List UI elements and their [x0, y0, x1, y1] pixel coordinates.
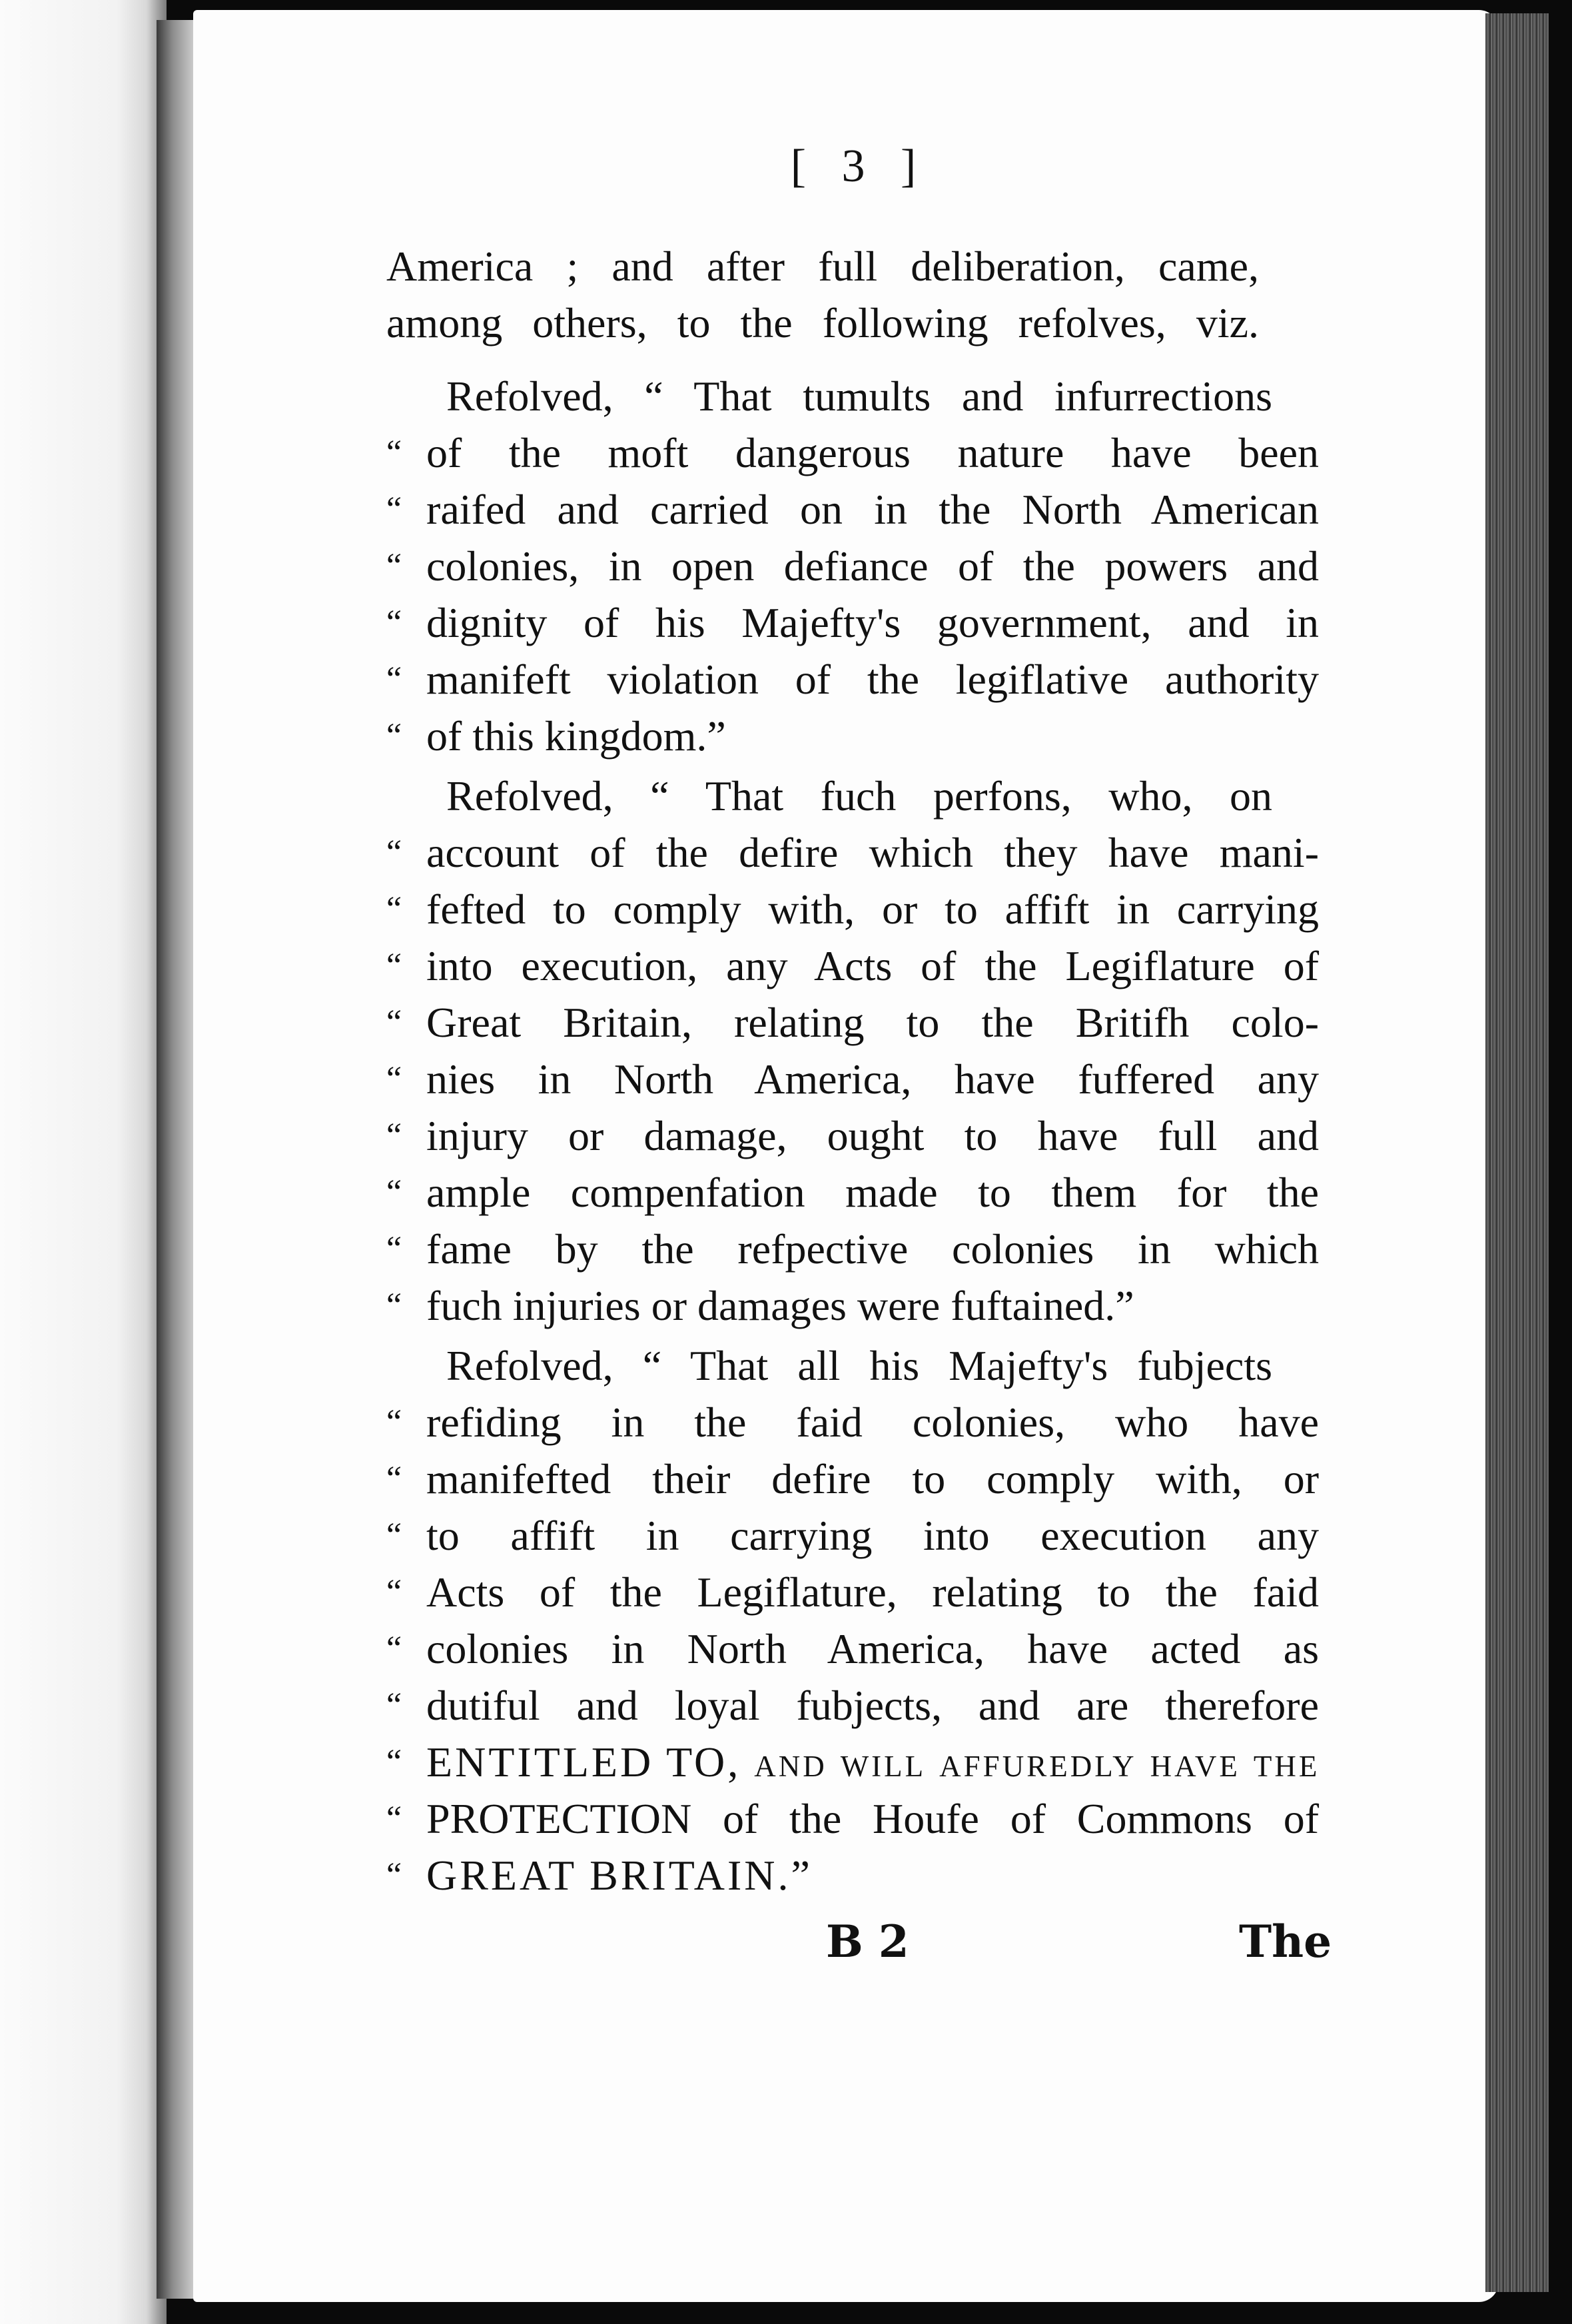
quoted-line: “ fuch injuries or damages were fuftained.”: [386, 1282, 1134, 1329]
quoted-line: “ manifeft violation of the legiflative authority: [386, 656, 1319, 703]
quoted-line: “ Acts of the Legiflature, relating to the faid: [386, 1568, 1319, 1616]
resolve-2-opening: Refolved, “ That fuch perfons, who, on: [446, 772, 1272, 820]
resolve-1-opening: Refolved, “ That tumults and infurrections: [446, 372, 1272, 420]
quoted-line: “ dutiful and loyal fubjects, and are therefore: [386, 1682, 1319, 1729]
signature-mark: B 2: [826, 1916, 909, 1968]
page-fore-edge: [1485, 13, 1549, 2292]
intro-line: among others, to the following refolves, viz.: [386, 299, 1259, 346]
quoted-line: “ GREAT BRITAIN.”: [386, 1852, 813, 1899]
quoted-line: “ colonies in North America, have acted as: [386, 1625, 1319, 1672]
intro-line: America ; and after full deliberation, came,: [386, 243, 1259, 290]
catchword: The: [1239, 1916, 1332, 1968]
quoted-line: “ raifed and carried on in the North American: [386, 486, 1319, 533]
quoted-line: “ ENTITLED TO, and will affuredly have the: [386, 1738, 1320, 1786]
quoted-line: “ of the moft dangerous nature have been: [386, 429, 1319, 476]
facing-page: [0, 0, 167, 2324]
quoted-line: “ account of the defire which they have mani-: [386, 829, 1319, 876]
quoted-line: “ fame by the refpective colonies in which: [386, 1225, 1319, 1273]
quoted-line: “ Great Britain, relating to the Britifh colo-: [386, 999, 1319, 1046]
quoted-line: “ fefted to comply with, or to affift in carrying: [386, 885, 1319, 933]
quoted-line: “ dignity of his Majefty's government, and in: [386, 599, 1319, 646]
quoted-line: “ ample compenfation made to them for the: [386, 1169, 1319, 1216]
quoted-line: “ of this kingdom.”: [386, 712, 726, 760]
quoted-line: “ refiding in the faid colonies, who have: [386, 1399, 1319, 1446]
quoted-line: “ into execution, any Acts of the Legiflature of: [386, 942, 1319, 989]
quoted-line: “ nies in North America, have fuffered any: [386, 1055, 1319, 1103]
page-number: [ 3 ]: [790, 141, 929, 192]
quoted-line: “ PROTECTION of the Houfe of Commons of: [386, 1795, 1319, 1842]
resolve-3-opening: Refolved, “ That all his Majefty's fubjects: [446, 1342, 1272, 1389]
book-gutter: [157, 20, 196, 2299]
quoted-line: “ manifefted their defire to comply with, or: [386, 1455, 1319, 1502]
quoted-line: “ injury or damage, ought to have full and: [386, 1112, 1319, 1159]
quoted-line: “ colonies, in open defiance of the powers and: [386, 542, 1319, 590]
quoted-line: “ to affift in carrying into execution any: [386, 1512, 1319, 1559]
